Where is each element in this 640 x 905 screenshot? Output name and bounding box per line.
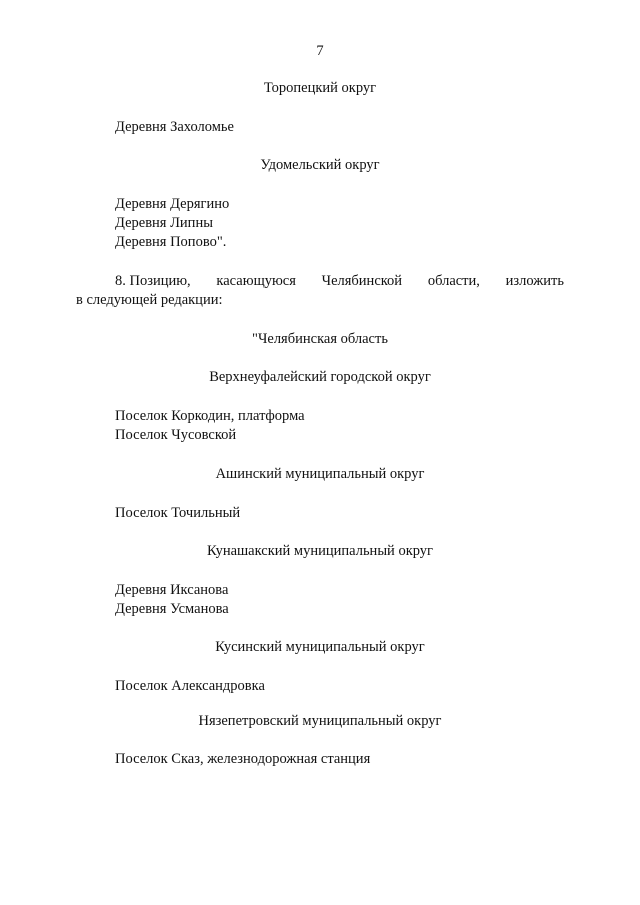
- list-item: Деревня Попово".: [115, 234, 227, 250]
- list-item: Деревня Дерягино: [115, 196, 230, 212]
- heading-region: "Челябинская область: [252, 331, 388, 347]
- paragraph-word: изложить: [505, 273, 564, 289]
- heading-kusinsky: Кусинский муниципальный округ: [215, 639, 425, 655]
- heading-ashinsky: Ашинский муниципальный округ: [215, 466, 425, 482]
- list-item: Деревня Захоломье: [115, 119, 234, 135]
- list-item: Поселок Чусовской: [115, 427, 237, 443]
- list-item: Поселок Точильный: [115, 505, 241, 521]
- heading-nyazepetrovsky: Нязепетровский муниципальный округ: [198, 713, 442, 729]
- paragraph-word: области,: [427, 273, 480, 289]
- heading-udomlya: Удомельский округ: [260, 157, 380, 173]
- heading-kunashaksky: Кунашакский муниципальный округ: [206, 543, 433, 559]
- heading-toropets: Торопецкий округ: [263, 80, 377, 96]
- list-item: Поселок Сказ, железнодорожная станция: [115, 751, 371, 767]
- paragraph-word: 8. Позицию,: [115, 273, 191, 289]
- list-item: Поселок Коркодин, платформа: [115, 408, 305, 424]
- paragraph-word: Челябинской: [321, 273, 403, 289]
- list-item: Деревня Иксанова: [115, 582, 229, 598]
- page-number: 7: [316, 43, 324, 59]
- paragraph-8-first-line: [115, 272, 564, 291]
- list-item: Деревня Усманова: [115, 601, 229, 617]
- paragraph-8-continuation: в следующей редакции:: [76, 292, 223, 308]
- heading-verkhneufaleysky: Верхнеуфалейский городской округ: [209, 369, 431, 385]
- list-item: Поселок Александровка: [115, 678, 265, 694]
- paragraph-word: касающуюся: [216, 273, 296, 289]
- list-item: Деревня Липны: [115, 215, 213, 231]
